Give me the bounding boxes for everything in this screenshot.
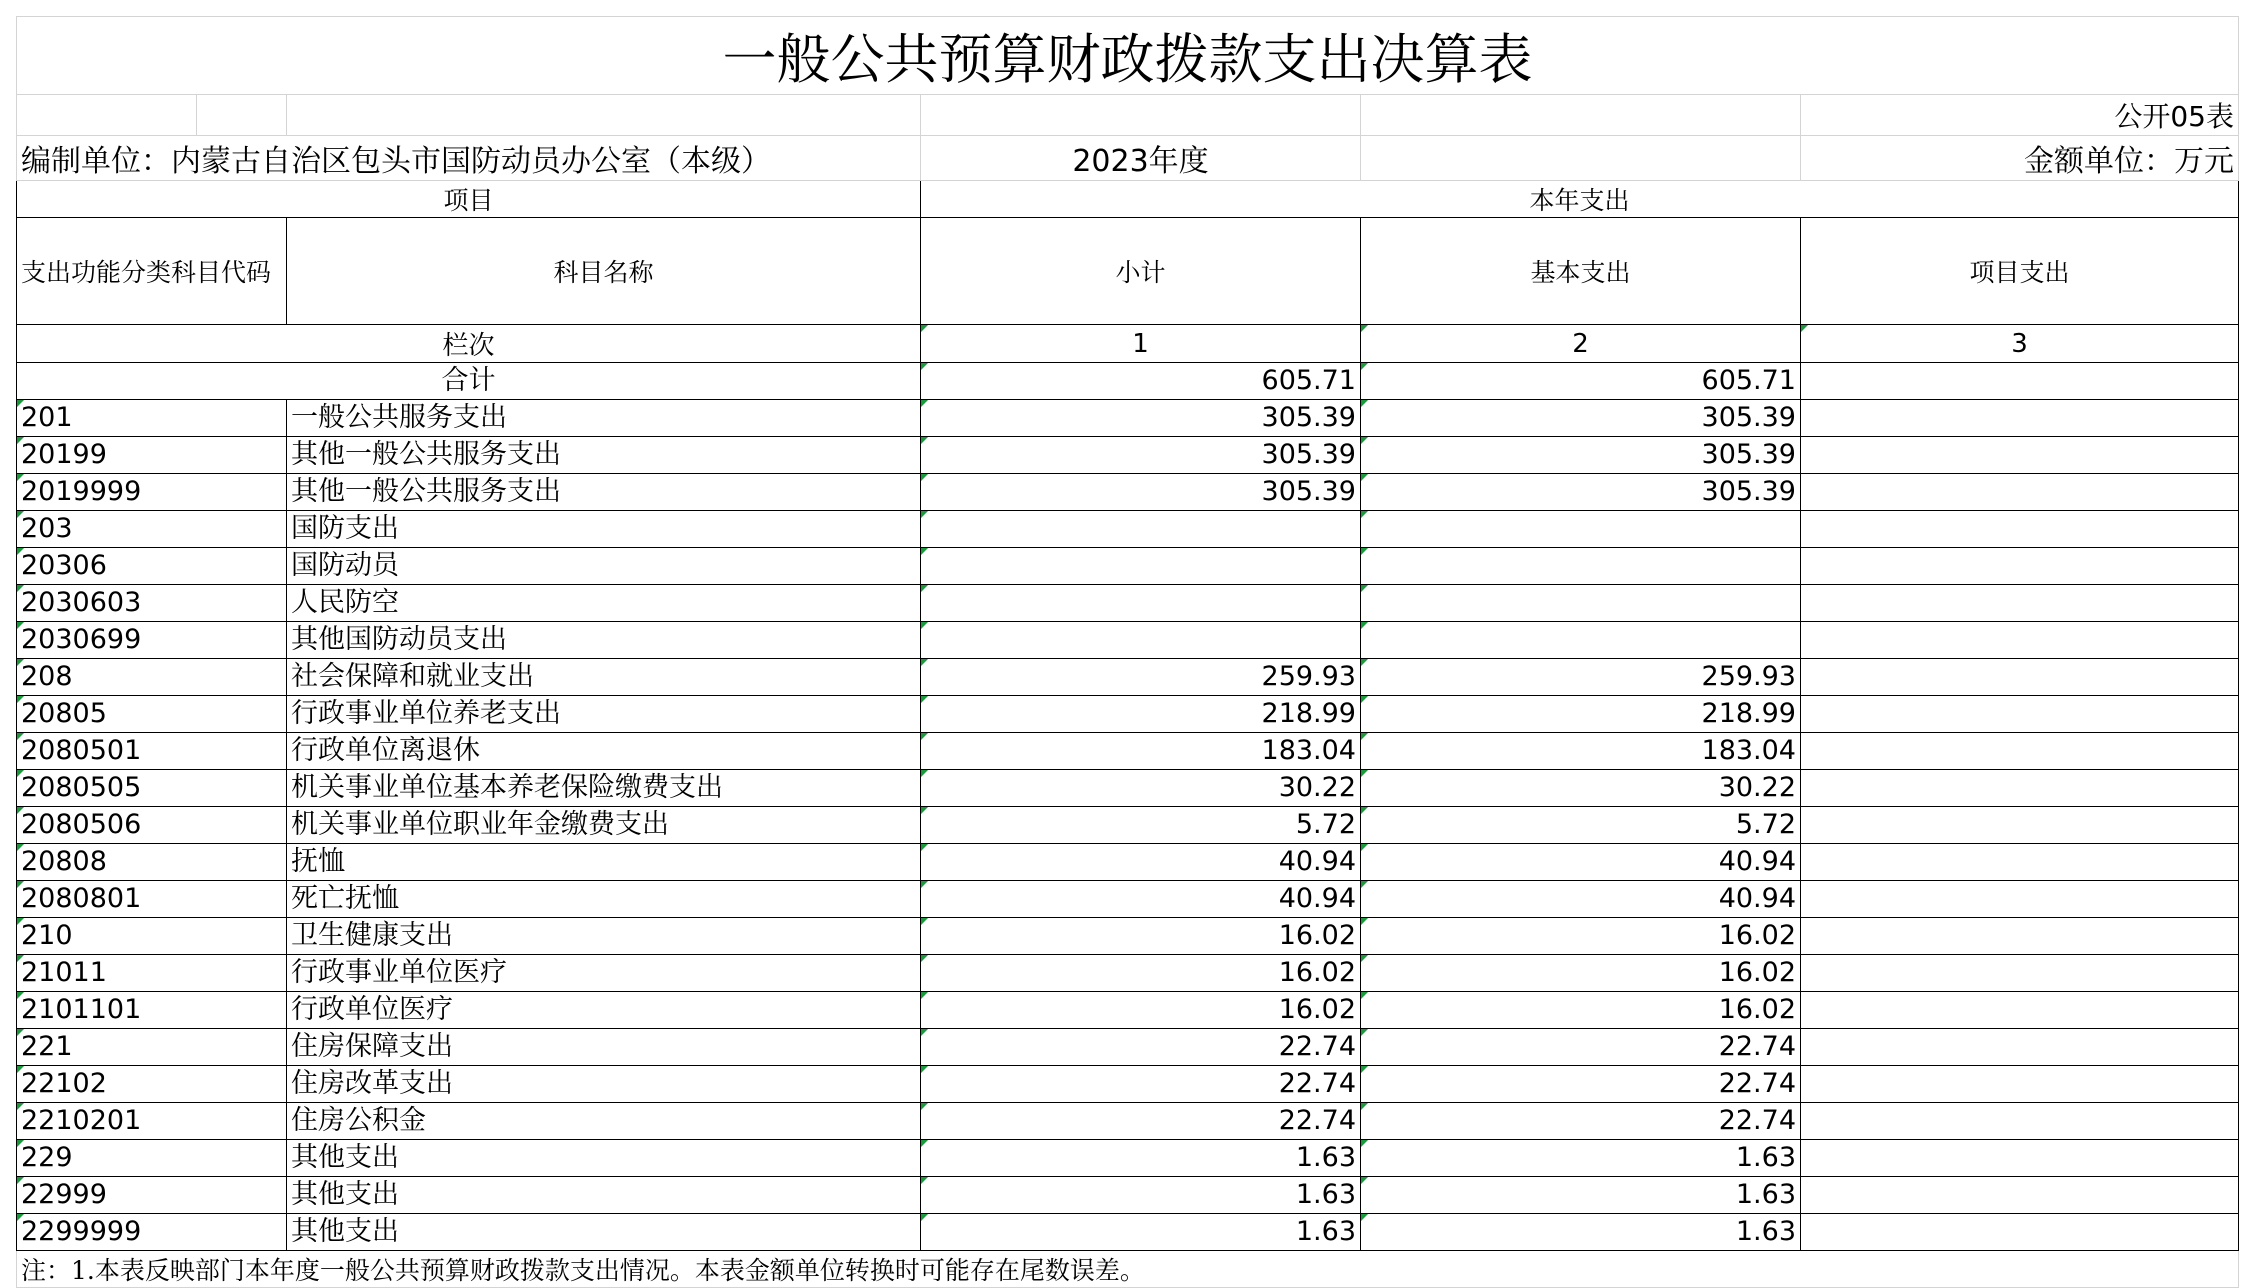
table-row bbox=[17, 548, 2239, 585]
row-project bbox=[1801, 992, 2239, 1029]
row-basic: 305.39 bbox=[1361, 400, 1801, 437]
row-project bbox=[1801, 955, 2239, 992]
row-basic: 305.39 bbox=[1361, 437, 1801, 474]
row-basic: 1.63 bbox=[1361, 1214, 1801, 1251]
row-project bbox=[1801, 918, 2239, 955]
row-project bbox=[1801, 881, 2239, 918]
row-name: 机关事业单位职业年金缴费支出 bbox=[287, 807, 921, 844]
table-row bbox=[17, 696, 2239, 733]
table-row bbox=[17, 844, 2239, 881]
row-subtotal: 183.04 bbox=[921, 733, 1361, 770]
row-basic: 183.04 bbox=[1361, 733, 1801, 770]
header-current-year: 本年支出 bbox=[921, 181, 2239, 218]
row-name: 行政事业单位养老支出 bbox=[287, 696, 921, 733]
row-code: 22999 bbox=[17, 1177, 287, 1214]
table-row bbox=[17, 1140, 2239, 1177]
row-code: 2080505 bbox=[17, 770, 287, 807]
row-name: 抚恤 bbox=[287, 844, 921, 881]
row-name: 其他国防动员支出 bbox=[287, 622, 921, 659]
row-project bbox=[1801, 1140, 2239, 1177]
row-subtotal: 259.93 bbox=[921, 659, 1361, 696]
row-name: 社会保障和就业支出 bbox=[287, 659, 921, 696]
row-name: 住房公积金 bbox=[287, 1103, 921, 1140]
row-project bbox=[1801, 696, 2239, 733]
total-basic: 605.71 bbox=[1361, 363, 1801, 400]
row-subtotal: 218.99 bbox=[921, 696, 1361, 733]
table-row bbox=[17, 1103, 2239, 1140]
row-basic bbox=[1361, 548, 1801, 585]
row-project bbox=[1801, 1177, 2239, 1214]
table-row bbox=[17, 1214, 2239, 1251]
table-row bbox=[17, 955, 2239, 992]
column-index-1: 1 bbox=[921, 325, 1361, 363]
row-basic: 218.99 bbox=[1361, 696, 1801, 733]
row-code: 2080801 bbox=[17, 881, 287, 918]
row-subtotal: 1.63 bbox=[921, 1140, 1361, 1177]
row-project bbox=[1801, 1103, 2239, 1140]
blank-cell[interactable] bbox=[1361, 136, 1801, 181]
page-title: 一般公共预算财政拨款支出决算表 bbox=[17, 17, 2239, 95]
row-code: 208 bbox=[17, 659, 287, 696]
table-row bbox=[17, 733, 2239, 770]
table-row bbox=[17, 622, 2239, 659]
blank-cell[interactable] bbox=[1361, 95, 1801, 136]
table-row bbox=[17, 807, 2239, 844]
row-subtotal: 22.74 bbox=[921, 1103, 1361, 1140]
row-basic: 40.94 bbox=[1361, 844, 1801, 881]
row-project bbox=[1801, 585, 2239, 622]
header-subtotal: 小计 bbox=[921, 218, 1361, 325]
row-basic: 22.74 bbox=[1361, 1103, 1801, 1140]
row-code: 20306 bbox=[17, 548, 287, 585]
row-subtotal: 305.39 bbox=[921, 474, 1361, 511]
row-project bbox=[1801, 474, 2239, 511]
table-row bbox=[17, 1066, 2239, 1103]
row-subtotal: 1.63 bbox=[921, 1177, 1361, 1214]
row-project bbox=[1801, 807, 2239, 844]
blank-cell[interactable] bbox=[17, 95, 197, 136]
fiscal-year: 2023年度 bbox=[921, 136, 1361, 181]
row-name: 机关事业单位基本养老保险缴费支出 bbox=[287, 770, 921, 807]
total-subtotal: 605.71 bbox=[921, 363, 1361, 400]
row-code: 2210201 bbox=[17, 1103, 287, 1140]
row-name: 国防支出 bbox=[287, 511, 921, 548]
table-row bbox=[17, 1029, 2239, 1066]
row-subtotal bbox=[921, 622, 1361, 659]
row-code: 203 bbox=[17, 511, 287, 548]
row-code: 20808 bbox=[17, 844, 287, 881]
row-subtotal: 30.22 bbox=[921, 770, 1361, 807]
row-project bbox=[1801, 548, 2239, 585]
row-code: 210 bbox=[17, 918, 287, 955]
row-name: 人民防空 bbox=[287, 585, 921, 622]
header-code: 支出功能分类科目代码 bbox=[17, 218, 287, 325]
table-row bbox=[17, 437, 2239, 474]
row-project bbox=[1801, 437, 2239, 474]
row-subtotal bbox=[921, 548, 1361, 585]
row-name: 国防动员 bbox=[287, 548, 921, 585]
row-basic: 16.02 bbox=[1361, 992, 1801, 1029]
row-basic bbox=[1361, 585, 1801, 622]
row-code: 20199 bbox=[17, 437, 287, 474]
row-subtotal: 22.74 bbox=[921, 1066, 1361, 1103]
row-code: 229 bbox=[17, 1140, 287, 1177]
table-row bbox=[17, 511, 2239, 548]
row-name: 其他一般公共服务支出 bbox=[287, 437, 921, 474]
table-row bbox=[17, 585, 2239, 622]
row-name: 其他支出 bbox=[287, 1214, 921, 1251]
header-name: 科目名称 bbox=[287, 218, 921, 325]
table-row bbox=[17, 1177, 2239, 1214]
row-code: 2299999 bbox=[17, 1214, 287, 1251]
row-code: 2030699 bbox=[17, 622, 287, 659]
table-row bbox=[17, 474, 2239, 511]
total-label: 合计 bbox=[17, 363, 921, 400]
blank-cell[interactable] bbox=[197, 95, 287, 136]
row-project bbox=[1801, 511, 2239, 548]
row-code: 2030603 bbox=[17, 585, 287, 622]
row-code: 221 bbox=[17, 1029, 287, 1066]
row-project bbox=[1801, 1214, 2239, 1251]
row-basic bbox=[1361, 511, 1801, 548]
row-project bbox=[1801, 770, 2239, 807]
row-project bbox=[1801, 659, 2239, 696]
row-name: 其他支出 bbox=[287, 1140, 921, 1177]
row-basic: 30.22 bbox=[1361, 770, 1801, 807]
amount-unit: 金额单位：万元 bbox=[1801, 136, 2239, 181]
column-index-2: 2 bbox=[1361, 325, 1801, 363]
row-basic: 1.63 bbox=[1361, 1140, 1801, 1177]
budget-table bbox=[16, 16, 2239, 1288]
row-code: 201 bbox=[17, 400, 287, 437]
row-name: 卫生健康支出 bbox=[287, 918, 921, 955]
table-row bbox=[17, 659, 2239, 696]
row-subtotal: 5.72 bbox=[921, 807, 1361, 844]
row-name: 住房改革支出 bbox=[287, 1066, 921, 1103]
row-subtotal bbox=[921, 585, 1361, 622]
header-basic: 基本支出 bbox=[1361, 218, 1801, 325]
total-project bbox=[1801, 363, 2239, 400]
row-project bbox=[1801, 622, 2239, 659]
spreadsheet bbox=[16, 16, 2238, 1288]
row-name: 一般公共服务支出 bbox=[287, 400, 921, 437]
row-name: 行政单位医疗 bbox=[287, 992, 921, 1029]
row-project bbox=[1801, 844, 2239, 881]
row-subtotal: 16.02 bbox=[921, 918, 1361, 955]
row-subtotal bbox=[921, 511, 1361, 548]
header-project: 项目支出 bbox=[1801, 218, 2239, 325]
table-row bbox=[17, 770, 2239, 807]
row-name: 其他一般公共服务支出 bbox=[287, 474, 921, 511]
row-code: 20805 bbox=[17, 696, 287, 733]
row-name: 死亡抚恤 bbox=[287, 881, 921, 918]
blank-cell[interactable] bbox=[287, 95, 921, 136]
row-basic bbox=[1361, 622, 1801, 659]
column-index-3: 3 bbox=[1801, 325, 2239, 363]
row-name: 住房保障支出 bbox=[287, 1029, 921, 1066]
blank-cell[interactable] bbox=[921, 95, 1361, 136]
row-project bbox=[1801, 1029, 2239, 1066]
row-basic: 16.02 bbox=[1361, 918, 1801, 955]
row-name: 行政事业单位医疗 bbox=[287, 955, 921, 992]
row-basic: 16.02 bbox=[1361, 955, 1801, 992]
table-row bbox=[17, 400, 2239, 437]
row-code: 2019999 bbox=[17, 474, 287, 511]
row-basic: 22.74 bbox=[1361, 1029, 1801, 1066]
row-code: 2101101 bbox=[17, 992, 287, 1029]
row-subtotal: 305.39 bbox=[921, 400, 1361, 437]
column-index-label: 栏次 bbox=[17, 325, 921, 363]
table-row bbox=[17, 918, 2239, 955]
row-project bbox=[1801, 400, 2239, 437]
row-project bbox=[1801, 1066, 2239, 1103]
row-subtotal: 16.02 bbox=[921, 992, 1361, 1029]
row-basic: 259.93 bbox=[1361, 659, 1801, 696]
table-row bbox=[17, 881, 2239, 918]
row-code: 2080501 bbox=[17, 733, 287, 770]
row-subtotal: 1.63 bbox=[921, 1214, 1361, 1251]
row-code: 2080506 bbox=[17, 807, 287, 844]
row-basic: 1.63 bbox=[1361, 1177, 1801, 1214]
row-subtotal: 16.02 bbox=[921, 955, 1361, 992]
row-name: 行政单位离退休 bbox=[287, 733, 921, 770]
row-code: 21011 bbox=[17, 955, 287, 992]
row-subtotal: 40.94 bbox=[921, 844, 1361, 881]
table-row bbox=[17, 992, 2239, 1029]
row-basic: 305.39 bbox=[1361, 474, 1801, 511]
organization-label: 编制单位：内蒙古自治区包头市国防动员办公室（本级） bbox=[17, 136, 921, 181]
row-name: 其他支出 bbox=[287, 1177, 921, 1214]
row-subtotal: 305.39 bbox=[921, 437, 1361, 474]
row-project bbox=[1801, 733, 2239, 770]
row-basic: 40.94 bbox=[1361, 881, 1801, 918]
row-code: 22102 bbox=[17, 1066, 287, 1103]
row-subtotal: 40.94 bbox=[921, 881, 1361, 918]
header-item: 项目 bbox=[17, 181, 921, 218]
row-subtotal: 22.74 bbox=[921, 1029, 1361, 1066]
row-basic: 22.74 bbox=[1361, 1066, 1801, 1103]
row-basic: 5.72 bbox=[1361, 807, 1801, 844]
form-number: 公开05表 bbox=[1801, 95, 2239, 136]
footnote: 注：1.本表反映部门本年度一般公共预算财政拨款支出情况。本表金额单位转换时可能存在尾数误差。 bbox=[17, 1251, 2239, 1288]
